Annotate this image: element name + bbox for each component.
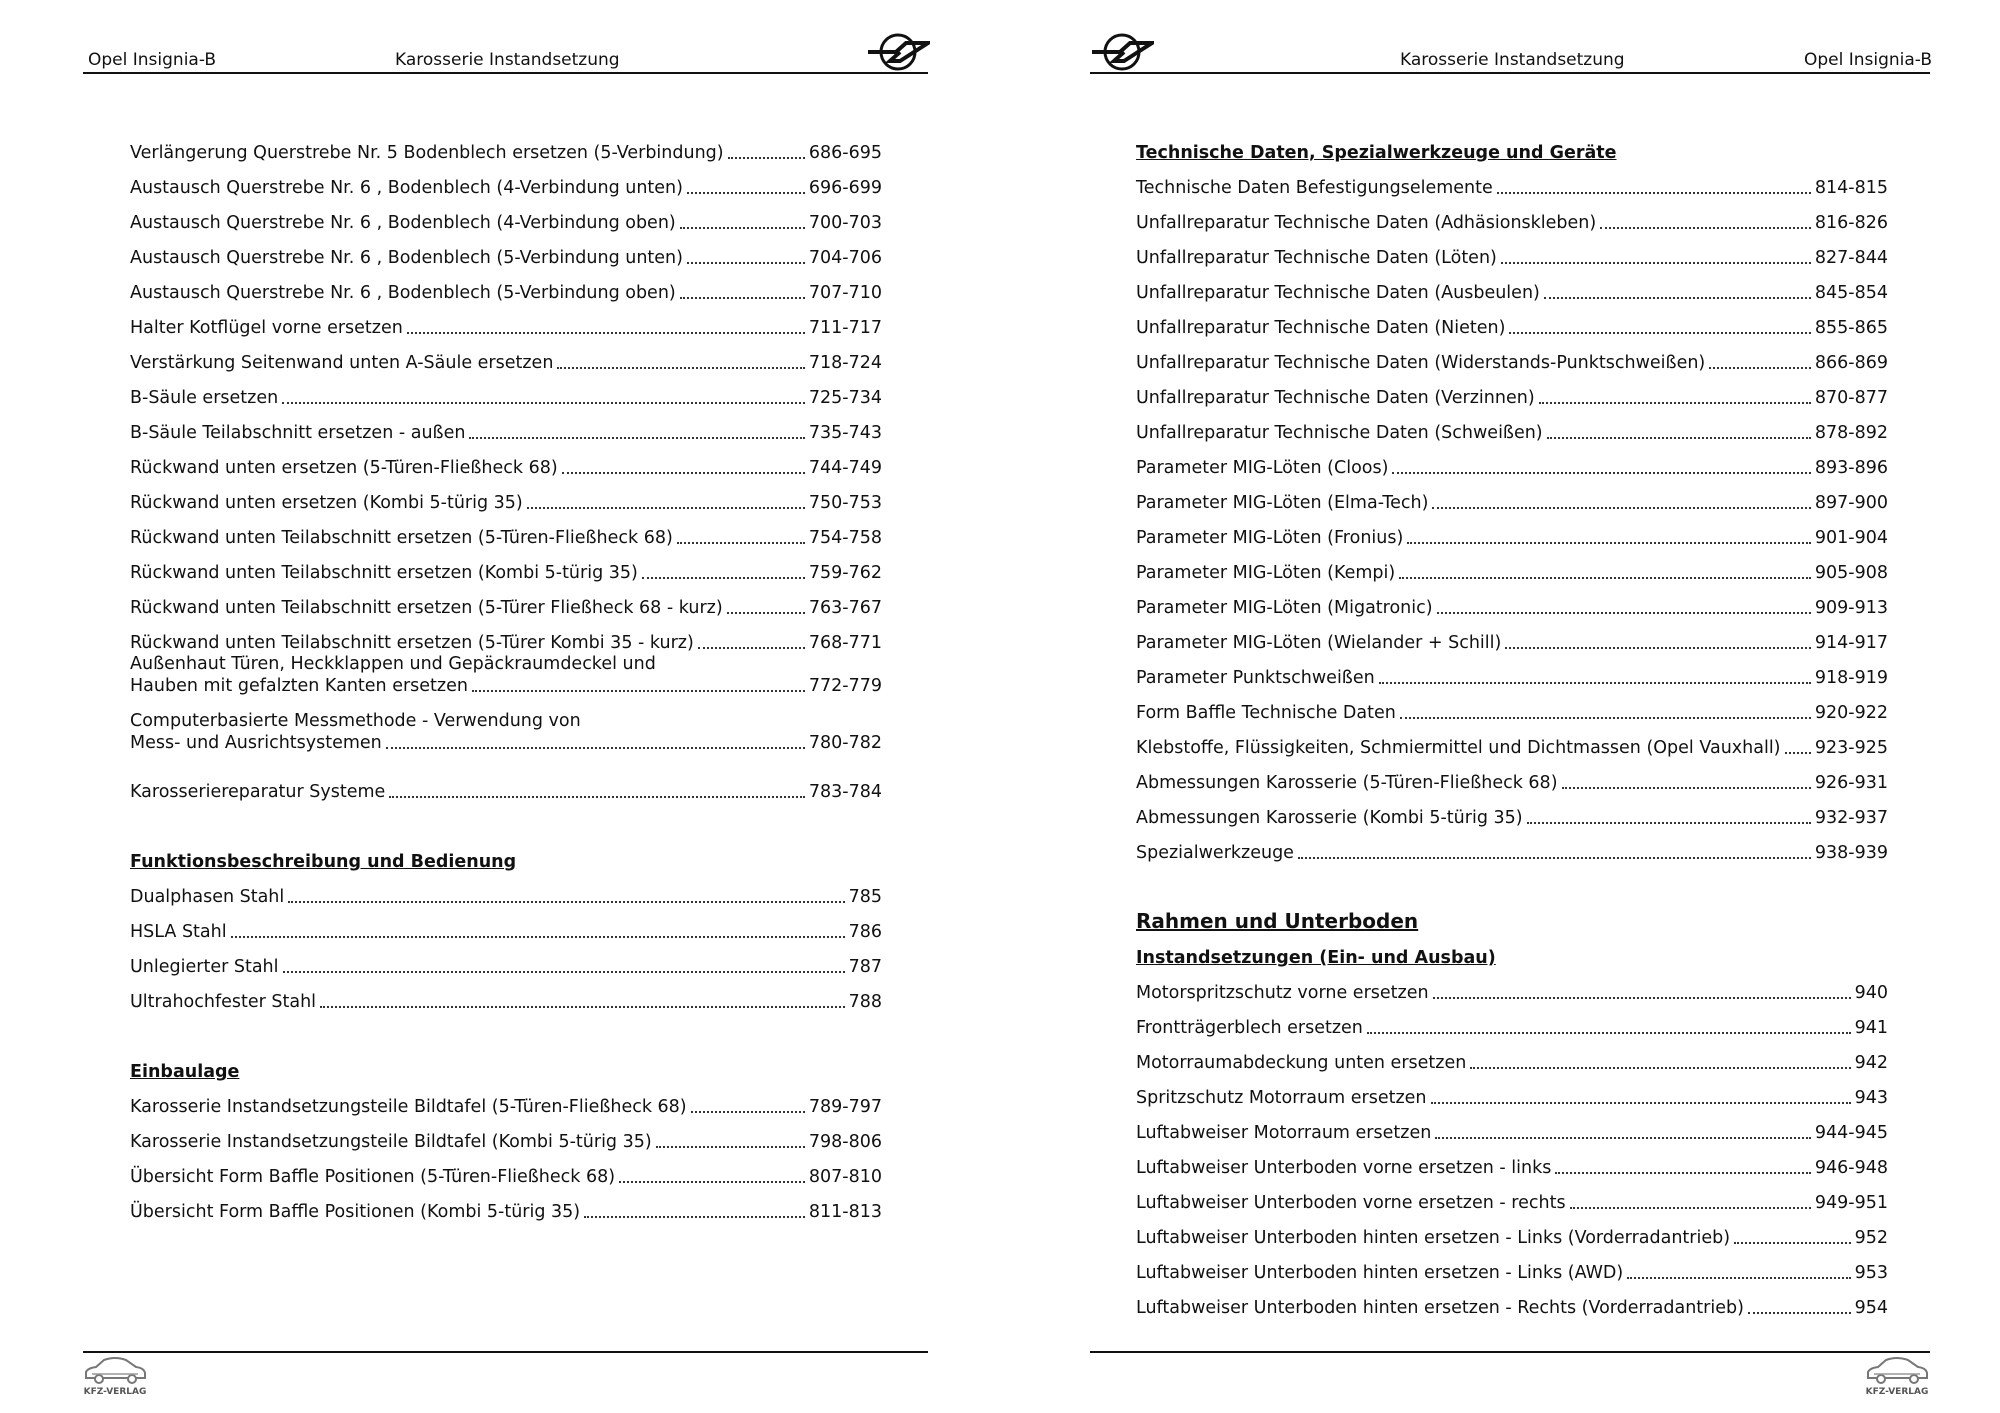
dot-leader: [1407, 541, 1811, 544]
toc-entry-pages: 946-948: [1814, 1158, 1888, 1178]
toc-entry[interactable]: [130, 268, 882, 303]
toc-entry-pages: 807-810: [808, 1167, 882, 1187]
section-spacer: [1136, 863, 1888, 898]
toc-entry[interactable]: [130, 128, 882, 163]
toc-entry-title-cont: Mess- und Ausrichtsystemen: [130, 733, 382, 753]
dot-leader: [1527, 821, 1811, 824]
toc-entry[interactable]: [1136, 268, 1888, 303]
dot-leader: [687, 261, 805, 264]
right-page: [1000, 0, 2000, 1413]
toc-entry-title: Austausch Querstrebe Nr. 6 , Bodenblech (4-Verbindung oben): [130, 213, 676, 233]
toc-entry[interactable]: [1136, 1003, 1888, 1038]
toc-entry[interactable]: [130, 198, 882, 233]
dot-leader: [1570, 1206, 1811, 1209]
toc-entry-title: Parameter MIG-Löten (Cloos): [1136, 458, 1389, 478]
toc-entry-pages: 932-937: [1814, 808, 1888, 828]
toc-entry-title: Rückwand unten ersetzen (5-Türen-Fließheck 68): [130, 458, 558, 478]
toc-entry[interactable]: [1136, 163, 1888, 198]
dot-leader: [1509, 331, 1810, 334]
toc-entry-title: Verstärkung Seitenwand unten A-Säule ersetzen: [130, 353, 554, 373]
toc-entry[interactable]: [1136, 513, 1888, 548]
dot-leader: [687, 191, 805, 194]
toc-entry-title: Spezialwerkzeuge: [1136, 843, 1294, 863]
toc-entry-pages: 785: [848, 887, 882, 907]
dot-leader: [1470, 1066, 1850, 1069]
header-rule: [83, 72, 928, 74]
toc-entry[interactable]: [1136, 443, 1888, 478]
section-heading: Technische Daten, Spezialwerkzeuge und Geräte: [1136, 143, 1617, 163]
toc-entry-title: Parameter MIG-Löten (Migatronic): [1136, 598, 1433, 618]
toc-entry-pages: 735-743: [808, 423, 882, 443]
toc-entry-title: Dualphasen Stahl: [130, 887, 285, 907]
toc-entry-pages: 920-922: [1814, 703, 1888, 723]
toc-entry-title: Unfallreparatur Technische Daten (Widerstands-Punktschweißen): [1136, 353, 1706, 373]
toc-entry-pages: 901-904: [1814, 528, 1888, 548]
dot-leader: [1400, 716, 1811, 719]
toc-entry-title: Austausch Querstrebe Nr. 6 , Bodenblech (5-Verbindung oben): [130, 283, 676, 303]
dot-leader: [1435, 1136, 1811, 1139]
toc-entry-pages: 704-706: [808, 248, 882, 268]
car-icon: [82, 1354, 148, 1384]
toc-entry-pages: 696-699: [808, 178, 882, 198]
toc-entry-pages: 893-896: [1814, 458, 1888, 478]
toc-entry-title: Luftabweiser Unterboden vorne ersetzen - links: [1136, 1158, 1552, 1178]
opel-logo-icon: [866, 32, 930, 72]
toc-entry-pages: 718-724: [808, 353, 882, 373]
toc-entry-pages: 941: [1854, 1018, 1888, 1038]
toc-entry[interactable]: [130, 548, 882, 583]
dot-leader: [1709, 366, 1811, 369]
toc-entry-pages: 763-767: [808, 598, 882, 618]
footer-rule: [1090, 1351, 1930, 1353]
toc-entry[interactable]: [1136, 583, 1888, 618]
toc-entry[interactable]: [130, 710, 882, 767]
toc-entry-title: Parameter Punktschweißen: [1136, 668, 1375, 688]
header-model: Opel Insignia-B: [1803, 50, 1932, 70]
toc-entry-pages: 750-753: [808, 493, 882, 513]
toc-entry[interactable]: [1136, 1178, 1888, 1213]
dot-leader: [1562, 786, 1811, 789]
toc-entry[interactable]: [1136, 793, 1888, 828]
toc-entry-title: HSLA Stahl: [130, 922, 227, 942]
toc-entry-pages: 725-734: [808, 388, 882, 408]
dot-leader: [728, 156, 805, 159]
toc-entry[interactable]: [130, 233, 882, 268]
dot-leader: [288, 900, 844, 903]
toc-entry-pages: 866-869: [1814, 353, 1888, 373]
toc-entry[interactable]: [1136, 478, 1888, 513]
toc-entry[interactable]: [1136, 653, 1888, 688]
dot-leader: [680, 296, 805, 299]
toc-entry[interactable]: [130, 338, 882, 373]
kfz-verlag-label: KFZ-VERLAG: [1865, 1387, 1929, 1397]
toc-entry-pages: 938-939: [1814, 843, 1888, 863]
toc-entry-pages: 918-919: [1814, 668, 1888, 688]
dot-leader: [727, 611, 805, 614]
dot-leader: [1501, 261, 1811, 264]
dot-leader: [562, 471, 805, 474]
section-spacer: [130, 802, 882, 837]
dot-leader: [283, 970, 845, 973]
dot-leader: [1505, 646, 1811, 649]
dot-leader: [1539, 401, 1811, 404]
toc-entry-pages: 953: [1854, 1263, 1888, 1283]
toc-entry[interactable]: [1136, 1038, 1888, 1073]
dot-leader: [1399, 576, 1811, 579]
dot-leader: [1600, 226, 1811, 229]
toc-entry[interactable]: [1136, 1213, 1888, 1248]
dot-leader: [320, 1005, 845, 1008]
toc-entry-pages: 798-806: [808, 1132, 882, 1152]
dot-leader: [1734, 1241, 1851, 1244]
toc-entry-title: Übersicht Form Baffle Positionen (Kombi 5-türig 35): [130, 1202, 581, 1222]
toc-entry-title: Luftabweiser Unterboden vorne ersetzen - rechts: [1136, 1193, 1566, 1213]
page-header: [1400, 50, 1932, 74]
toc-entry[interactable]: [130, 478, 882, 513]
toc-entry-title: Luftabweiser Unterboden hinten ersetzen - Rechts (Vorderradantrieb): [1136, 1298, 1744, 1318]
toc-entry-pages: 905-908: [1814, 563, 1888, 583]
toc-entry-title: Luftabweiser Motorraum ersetzen: [1136, 1123, 1432, 1143]
toc-entry[interactable]: [130, 303, 882, 338]
toc-entry-pages: 780-782: [808, 733, 882, 753]
toc-entry-title: Außenhaut Türen, Heckklappen und Gepäckraumdeckel und: [130, 654, 656, 674]
toc-entry-title: Rückwand unten Teilabschnitt ersetzen (5-Türer Kombi 35 - kurz): [130, 633, 694, 653]
toc-entry-title: Parameter MIG-Löten (Elma-Tech): [1136, 493, 1429, 513]
toc-entry[interactable]: [1136, 758, 1888, 793]
toc-entry-pages: 940: [1854, 983, 1888, 1003]
toc-entry[interactable]: [130, 618, 882, 653]
section-heading: Rahmen und Unterboden: [1136, 909, 1419, 933]
dot-leader: [584, 1215, 805, 1218]
kfz-verlag-logo: [82, 1354, 148, 1396]
toc-entry[interactable]: [130, 767, 882, 802]
page-header: [88, 50, 938, 74]
dot-leader: [389, 795, 805, 798]
toc-entry[interactable]: [1136, 1108, 1888, 1143]
toc-entry-title: Luftabweiser Unterboden hinten ersetzen - Links (AWD): [1136, 1263, 1624, 1283]
toc-right: [1136, 128, 1888, 1318]
toc-entry[interactable]: [1136, 1073, 1888, 1108]
toc-entry-title-cont: Hauben mit gefalzten Kanten ersetzen: [130, 676, 468, 696]
toc-entry[interactable]: [130, 1187, 882, 1222]
toc-entry[interactable]: [130, 408, 882, 443]
toc-entry-title: Austausch Querstrebe Nr. 6 , Bodenblech (5-Verbindung unten): [130, 248, 683, 268]
toc-entry[interactable]: [1136, 408, 1888, 443]
dot-leader: [677, 541, 805, 544]
toc-entry-title: Rückwand unten Teilabschnitt ersetzen (Kombi 5-türig 35): [130, 563, 638, 583]
toc-entry-pages: 789-797: [808, 1097, 882, 1117]
dot-leader: [1379, 681, 1811, 684]
toc-entry[interactable]: [1136, 1248, 1888, 1283]
toc-entry-title: Karosserie Instandsetzungsteile Bildtafel (Kombi 5-türig 35): [130, 1132, 652, 1152]
toc-entry-pages: 870-877: [1814, 388, 1888, 408]
toc-entry[interactable]: [130, 373, 882, 408]
toc-entry-title: Parameter MIG-Löten (Fronius): [1136, 528, 1404, 548]
dot-leader: [1544, 296, 1811, 299]
toc-entry-pages: 909-913: [1814, 598, 1888, 618]
toc-entry-title: Rückwand unten Teilabschnitt ersetzen (5-Türer Fließheck 68 - kurz): [130, 598, 723, 618]
toc-entry[interactable]: [130, 907, 882, 942]
toc-entry-title: Frontträgerblech ersetzen: [1136, 1018, 1363, 1038]
toc-entry-pages: 744-749: [808, 458, 882, 478]
toc-entry-title: Parameter MIG-Löten (Wielander + Schill): [1136, 633, 1502, 653]
header-title: Karosserie Instandsetzung: [395, 50, 620, 70]
toc-entry[interactable]: [1136, 373, 1888, 408]
dot-leader: [1433, 996, 1851, 999]
toc-entry[interactable]: [1136, 548, 1888, 583]
header-rule: [1090, 72, 1930, 74]
toc-entry-title: Abmessungen Karosserie (5-Türen-Fließheck 68): [1136, 773, 1558, 793]
dot-leader: [1748, 1311, 1851, 1314]
toc-entry[interactable]: [1136, 968, 1888, 1003]
header-model: Opel Insignia-B: [88, 50, 217, 70]
toc-entry-title: Spritzschutz Motorraum ersetzen: [1136, 1088, 1427, 1108]
header-title: Karosserie Instandsetzung: [1400, 50, 1625, 70]
toc-entry-pages: 897-900: [1814, 493, 1888, 513]
toc-entry-title: Klebstoffe, Flüssigkeiten, Schmiermittel und Dichtmassen (Opel Vauxhall): [1136, 738, 1781, 758]
toc-entry-pages: 783-784: [808, 782, 882, 802]
footer-rule: [83, 1351, 928, 1353]
toc-entry-title: Rückwand unten ersetzen (Kombi 5-türig 35): [130, 493, 523, 513]
toc-entry[interactable]: [1136, 198, 1888, 233]
toc-entry[interactable]: [1136, 618, 1888, 653]
toc-entry-pages: 686-695: [808, 143, 882, 163]
toc-entry-pages: 923-925: [1814, 738, 1888, 758]
section-heading: Instandsetzungen (Ein- und Ausbau): [1136, 948, 1496, 968]
toc-entry-pages: 943: [1854, 1088, 1888, 1108]
section-spacer: [130, 1012, 882, 1047]
toc-entry-pages: 942: [1854, 1053, 1888, 1073]
toc-entry-pages: 944-945: [1814, 1123, 1888, 1143]
toc-entry-title: Unfallreparatur Technische Daten (Adhäsionskleben): [1136, 213, 1597, 233]
toc-entry[interactable]: [1136, 1143, 1888, 1178]
dot-leader: [1392, 471, 1810, 474]
dot-leader: [1437, 611, 1811, 614]
dot-leader: [282, 401, 805, 404]
toc-entry-title: Unfallreparatur Technische Daten (Schweißen): [1136, 423, 1543, 443]
dot-leader: [1555, 1171, 1811, 1174]
toc-entry-pages: 855-865: [1814, 318, 1888, 338]
dot-leader: [619, 1180, 805, 1183]
toc-entry-pages: 926-931: [1814, 773, 1888, 793]
toc-entry-pages: 772-779: [808, 676, 882, 696]
toc-entry-pages: 787: [848, 957, 882, 977]
toc-entry-title: Verlängerung Querstrebe Nr. 5 Bodenblech ersetzen (5-Verbindung): [130, 143, 724, 163]
toc-entry-line2: [130, 675, 882, 697]
toc-entry[interactable]: [1136, 233, 1888, 268]
toc-entry[interactable]: [130, 513, 882, 548]
toc-entry-pages: 768-771: [808, 633, 882, 653]
toc-entry-pages: 811-813: [808, 1202, 882, 1222]
toc-entry[interactable]: [130, 942, 882, 977]
dot-leader: [1298, 856, 1811, 859]
toc-entry-pages: 878-892: [1814, 423, 1888, 443]
dot-leader: [1547, 436, 1811, 439]
dot-leader: [1497, 191, 1811, 194]
toc-entry-title: Parameter MIG-Löten (Kempi): [1136, 563, 1396, 583]
toc-entry-pages: 786: [848, 922, 882, 942]
section-heading: Einbaulage: [130, 1062, 240, 1082]
toc-entry[interactable]: [1136, 338, 1888, 373]
toc-entry[interactable]: [130, 872, 882, 907]
dot-leader: [698, 646, 805, 649]
dot-leader: [231, 935, 845, 938]
dot-leader: [527, 506, 805, 509]
opel-logo-icon: [1090, 32, 1154, 72]
toc-entry[interactable]: [130, 977, 882, 1012]
toc-entry-title: Unlegierter Stahl: [130, 957, 279, 977]
toc-entry-pages: 816-826: [1814, 213, 1888, 233]
toc-entry-title: Motorspritzschutz vorne ersetzen: [1136, 983, 1429, 1003]
dot-leader: [1432, 506, 1810, 509]
dot-leader: [1627, 1276, 1850, 1279]
toc-entry-title: Unfallreparatur Technische Daten (Löten): [1136, 248, 1497, 268]
toc-entry[interactable]: [130, 583, 882, 618]
dot-leader: [680, 226, 805, 229]
dot-leader: [642, 576, 805, 579]
kfz-verlag-label: KFZ-VERLAG: [83, 1387, 147, 1397]
kfz-verlag-logo: [1864, 1354, 1930, 1396]
toc-entry-title: Ultrahochfester Stahl: [130, 992, 317, 1012]
toc-entry-title: Computerbasierte Messmethode - Verwendung von: [130, 711, 581, 731]
toc-entry-pages: 949-951: [1814, 1193, 1888, 1213]
toc-entry-title: Rückwand unten Teilabschnitt ersetzen (5-Türen-Fließheck 68): [130, 528, 673, 548]
toc-entry[interactable]: [1136, 303, 1888, 338]
toc-entry-title: B-Säule Teilabschnitt ersetzen - außen: [130, 423, 466, 443]
toc-entry-title: Karosseriereparatur Systeme: [130, 782, 386, 802]
toc-entry[interactable]: [1136, 1283, 1888, 1318]
toc-entry[interactable]: [130, 653, 882, 710]
toc-entry-pages: 827-844: [1814, 248, 1888, 268]
toc-entry[interactable]: [1136, 723, 1888, 758]
toc-entry-pages: 952: [1854, 1228, 1888, 1248]
toc-entry-pages: 700-703: [808, 213, 882, 233]
toc-entry[interactable]: [130, 1117, 882, 1152]
dot-leader: [1785, 751, 1811, 754]
toc-entry-pages: 814-815: [1814, 178, 1888, 198]
toc-entry-title: Unfallreparatur Technische Daten (Ausbeulen): [1136, 283, 1540, 303]
toc-entry[interactable]: [130, 1082, 882, 1117]
toc-entry-title: Halter Kotflügel vorne ersetzen: [130, 318, 403, 338]
toc-entry[interactable]: [130, 1152, 882, 1187]
toc-entry-pages: 707-710: [808, 283, 882, 303]
toc-entry-title: Karosserie Instandsetzungsteile Bildtafel (5-Türen-Fließheck 68): [130, 1097, 687, 1117]
toc-entry-pages: 914-917: [1814, 633, 1888, 653]
dot-leader: [656, 1145, 805, 1148]
dot-leader: [386, 746, 805, 749]
toc-entry[interactable]: [1136, 688, 1888, 723]
toc-entry-pages: 759-762: [808, 563, 882, 583]
toc-entry-title: Austausch Querstrebe Nr. 6 , Bodenblech (4-Verbindung unten): [130, 178, 683, 198]
dot-leader: [691, 1110, 805, 1113]
dot-leader: [1431, 1101, 1851, 1104]
toc-entry-pages: 711-717: [808, 318, 882, 338]
dot-leader: [1367, 1031, 1851, 1034]
dot-leader: [469, 436, 804, 439]
toc-entry-title: Technische Daten Befestigungselemente: [1136, 178, 1493, 198]
toc-entry[interactable]: [130, 163, 882, 198]
toc-entry-title: Form Baffle Technische Daten: [1136, 703, 1396, 723]
toc-entry-title: Unfallreparatur Technische Daten (Verzinnen): [1136, 388, 1535, 408]
dot-leader: [407, 331, 805, 334]
toc-entry-line2: [130, 732, 882, 754]
dot-leader: [472, 689, 805, 692]
toc-entry-title: Motorraumabdeckung unten ersetzen: [1136, 1053, 1467, 1073]
toc-left: [130, 128, 882, 1222]
toc-entry-title: Luftabweiser Unterboden hinten ersetzen - Links (Vorderradantrieb): [1136, 1228, 1731, 1248]
toc-entry[interactable]: [130, 443, 882, 478]
toc-entry-pages: 845-854: [1814, 283, 1888, 303]
toc-entry-title: Unfallreparatur Technische Daten (Nieten): [1136, 318, 1506, 338]
toc-entry-title: Übersicht Form Baffle Positionen (5-Türen-Fließheck 68): [130, 1167, 616, 1187]
toc-entry-title: B-Säule ersetzen: [130, 388, 279, 408]
toc-entry-pages: 754-758: [808, 528, 882, 548]
car-icon: [1864, 1354, 1930, 1384]
toc-entry-title: Abmessungen Karosserie (Kombi 5-türig 35): [1136, 808, 1523, 828]
toc-entry-pages: 788: [848, 992, 882, 1012]
toc-entry-pages: 954: [1854, 1298, 1888, 1318]
section-heading: Funktionsbeschreibung und Bedienung: [130, 852, 517, 872]
toc-entry[interactable]: [1136, 828, 1888, 863]
dot-leader: [557, 366, 804, 369]
